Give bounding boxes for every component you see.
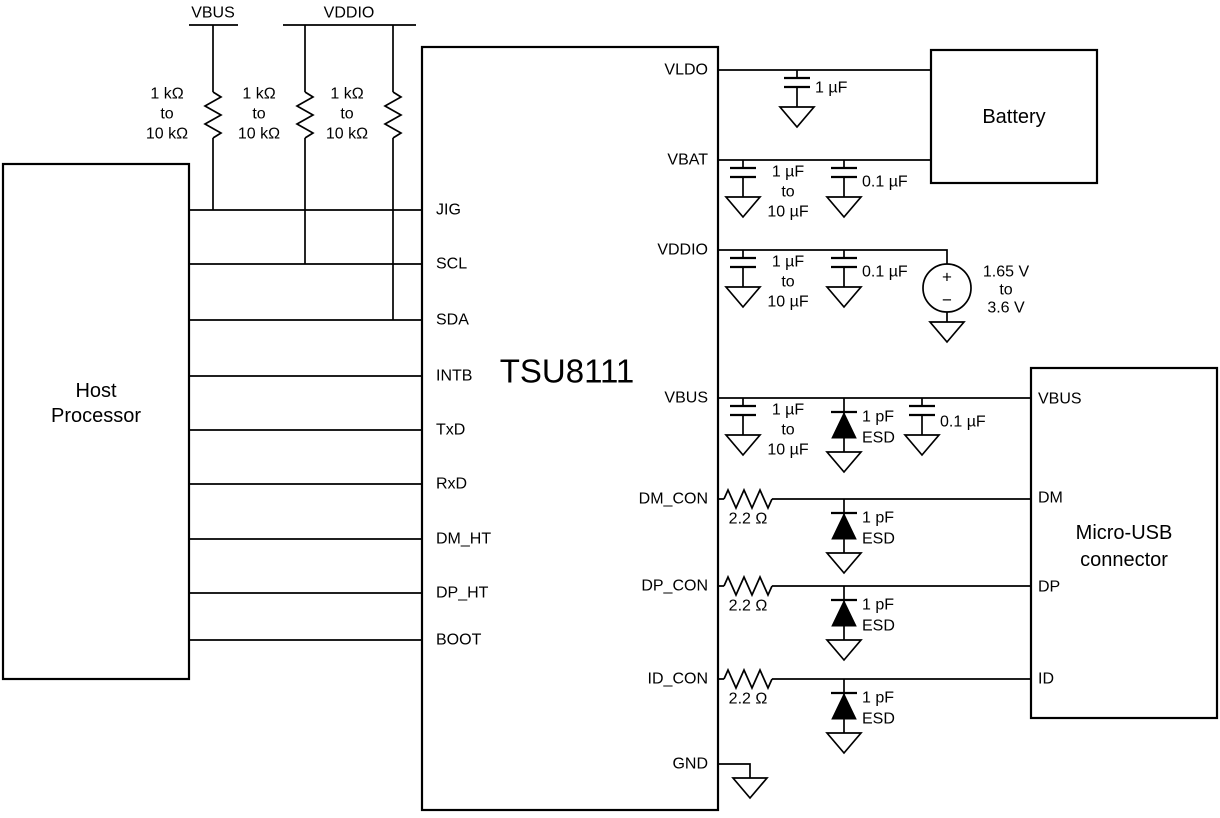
esd-diode-symbol-vbus [827, 398, 861, 472]
pin-label-dp-ht: DP_HT [436, 584, 489, 602]
cap-value-vddio-bypass: 0.1 µF [862, 263, 908, 281]
pin-label-txd: TxD [436, 421, 466, 439]
capacitor-symbol-vddio-bypass [827, 250, 861, 307]
host-title-line2: Processor [50, 405, 142, 427]
pin-label-boot: BOOT [436, 631, 482, 649]
pullup-value-line3: 10 kΩ [145, 125, 189, 143]
pullup-value-line2: to [252, 105, 266, 123]
esd-value-line1: 1 pF [862, 408, 895, 426]
pin-label-sda: SDA [436, 311, 469, 329]
net-vbat [718, 160, 931, 221]
wire-gnd [718, 764, 750, 778]
source-value-line3: 3.6 V [987, 299, 1025, 317]
capacitor-symbol-vbat-bypass [827, 160, 861, 217]
pin-label-dp-con: DP_CON [641, 577, 708, 595]
source-value-line2: to [999, 281, 1013, 299]
pullup-value-line2: to [340, 105, 354, 123]
pin-label-vldo: VLDO [664, 61, 708, 79]
vbus-rail-label: VBUS [191, 4, 235, 22]
pin-label-intb: INTB [436, 367, 473, 385]
host-title-line1: Host [75, 380, 117, 402]
resistor-value-dm: 2.2 Ω [728, 510, 768, 528]
resistor-value-dp: 2.2 Ω [728, 597, 768, 615]
esd-value-line1: 1 pF [862, 509, 895, 527]
cap-value-line2: to [781, 183, 795, 201]
net-dm [718, 490, 1031, 573]
host-processor-block [3, 164, 189, 679]
esd-value-line2: ESD [862, 710, 895, 728]
usb-pin-label-dm: DM [1038, 489, 1063, 507]
capacitor-symbol-vbat-bulk [726, 160, 760, 217]
vddio-rail-label: VDDIO [323, 4, 375, 22]
battery-block [931, 50, 1097, 183]
esd-value-line2: ESD [862, 617, 895, 635]
cap-value-line3: 10 µF [767, 203, 809, 221]
cap-value-line1: 1 µF [771, 253, 805, 271]
resistor-symbol-scl-pullup [297, 92, 313, 138]
resistor-symbol-dm [724, 490, 772, 508]
usb-connector-block [1031, 368, 1217, 718]
esd-value-line1: 1 pF [862, 689, 895, 707]
usb-pin-label-vbus: VBUS [1038, 390, 1082, 408]
esd-diode-symbol-id [827, 679, 861, 753]
resistor-symbol-vbus-pullup [205, 92, 221, 138]
sda-pullup-value [326, 86, 368, 143]
voltage-source-minus-sign: − [942, 290, 952, 310]
net-gnd [718, 764, 767, 798]
capacitor-symbol-vddio-bulk [726, 250, 760, 307]
pullup-value-line1: 1 kΩ [150, 85, 184, 103]
cap-value-line1: 1 µF [771, 401, 805, 419]
pin-label-vddio: VDDIO [657, 241, 708, 259]
usb-title-line1: Micro-USB [1075, 522, 1173, 544]
battery-title: Battery [982, 106, 1046, 128]
host-chip-wires [189, 210, 422, 640]
vddio-pullup-rail [238, 5, 416, 321]
vddio-voltage-source [923, 264, 1029, 343]
cap-value-vbus-bypass: 0.1 µF [940, 413, 986, 431]
net-id [718, 670, 1031, 753]
ground-symbol-source [930, 322, 964, 342]
esd-diode-symbol-dp [827, 586, 861, 660]
capacitor-symbol-vbus-bypass [905, 398, 939, 455]
net-vldo [718, 70, 931, 127]
pin-label-id-con: ID_CON [647, 670, 708, 688]
resistor-symbol-sda-pullup [385, 92, 401, 138]
pin-label-vbus: VBUS [664, 389, 708, 407]
pullup-value-line3: 10 kΩ [325, 125, 369, 143]
source-value-line1: 1.65 V [982, 263, 1030, 281]
pin-label-dm-con: DM_CON [638, 490, 708, 508]
net-vddio [718, 250, 1029, 342]
pullup-value-line1: 1 kΩ [242, 85, 276, 103]
pin-label-dm-ht: DM_HT [436, 530, 492, 548]
capacitor-symbol-vldo [780, 70, 814, 127]
resistor-symbol-dp [724, 577, 772, 595]
cap-value-vbus-bulk [767, 402, 808, 459]
esd-value-line2: ESD [862, 530, 895, 548]
usb-pin-label-id: ID [1038, 670, 1054, 688]
pin-label-rxd: RxD [436, 475, 468, 493]
voltage-source-plus-sign: + [942, 267, 952, 287]
resistor-symbol-id [724, 670, 772, 688]
cap-value-vldo: 1 µF [815, 79, 848, 97]
pin-label-gnd: GND [672, 755, 708, 773]
cap-value-line1: 1 µF [771, 163, 805, 181]
cap-value-line2: to [781, 421, 795, 439]
chip-tsu8111 [422, 47, 718, 810]
cap-value-line3: 10 µF [767, 441, 809, 459]
pin-label-jig: JIG [436, 201, 461, 219]
chip-title: TSU8111 [499, 352, 635, 390]
net-vbus [718, 398, 1031, 472]
esd-value-line2: ESD [862, 429, 895, 447]
scl-pullup-value [238, 86, 280, 143]
cap-value-vbat-bulk [767, 164, 808, 221]
esd-diode-symbol-dm [827, 499, 861, 573]
net-dp [718, 577, 1031, 660]
cap-value-line3: 10 µF [767, 293, 809, 311]
usb-pin-label-dp: DP [1038, 578, 1061, 596]
capacitor-symbol-vbus-bulk [726, 398, 760, 455]
pullup-value-line2: to [160, 105, 174, 123]
usb-title-line2: connector [1080, 549, 1168, 571]
cap-value-vddio-bulk [767, 254, 808, 311]
pin-label-vbat: VBAT [667, 151, 708, 169]
pullup-value-line1: 1 kΩ [330, 85, 364, 103]
esd-value-line1: 1 pF [862, 596, 895, 614]
ground-symbol-chip [733, 778, 767, 798]
resistor-value-id: 2.2 Ω [728, 690, 768, 708]
cap-value-line2: to [781, 273, 795, 291]
pullup-value-line3: 10 kΩ [237, 125, 281, 143]
cap-value-vbat-bypass: 0.1 µF [862, 173, 908, 191]
vbus-pullup-value [146, 86, 188, 143]
pin-label-scl: SCL [436, 255, 468, 273]
